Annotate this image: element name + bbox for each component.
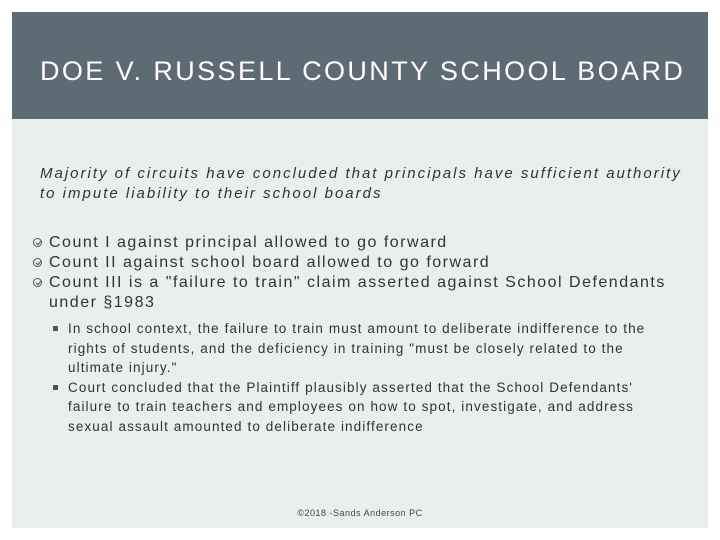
bullet-item — [30, 233, 670, 253]
bullet-item — [30, 253, 670, 273]
sub-bullet-list — [49, 319, 670, 436]
sub-bullet-item — [48, 378, 670, 437]
sub-bullet-text: Court concluded that the Plaintiff plausibly asserted that the School Defendants' failure to train teachers and employees on how to spot, investigate, and address sexual assault amounted to deliberate indifference — [68, 379, 635, 434]
footer-copyright: ©2018 -Sands Anderson PC — [297, 508, 423, 518]
bullet-text: Count II against school board allowed to go forward — [49, 254, 491, 271]
slide-title: DOE V. RUSSELL COUNTY SCHOOL BOARD — [40, 56, 686, 86]
sub-bullet-item — [48, 319, 670, 378]
sub-bullet-text: In school context, the failure to train must amount to deliberate indifference to the rights of students, and the deficiency in training "must be closely related to the ultimate injury." — [68, 321, 646, 375]
title-bar — [12, 12, 708, 119]
bullet-text: Count I against principal allowed to go forward — [49, 234, 448, 251]
bullet-list — [30, 233, 670, 436]
checkmark-circle-icon — [33, 258, 42, 267]
checkmark-circle-icon — [33, 278, 42, 287]
checkmark-circle-icon — [33, 238, 42, 247]
square-bullet-icon — [53, 385, 58, 390]
square-bullet-icon — [53, 326, 58, 331]
bullet-text: Count III is a "failure to train" claim asserted against School Defendants under §1983 — [49, 274, 666, 311]
slide-subtitle: Majority of circuits have concluded that principals have sufficient authority to impute liability to their school boards — [40, 165, 682, 202]
bullet-item — [30, 273, 670, 436]
